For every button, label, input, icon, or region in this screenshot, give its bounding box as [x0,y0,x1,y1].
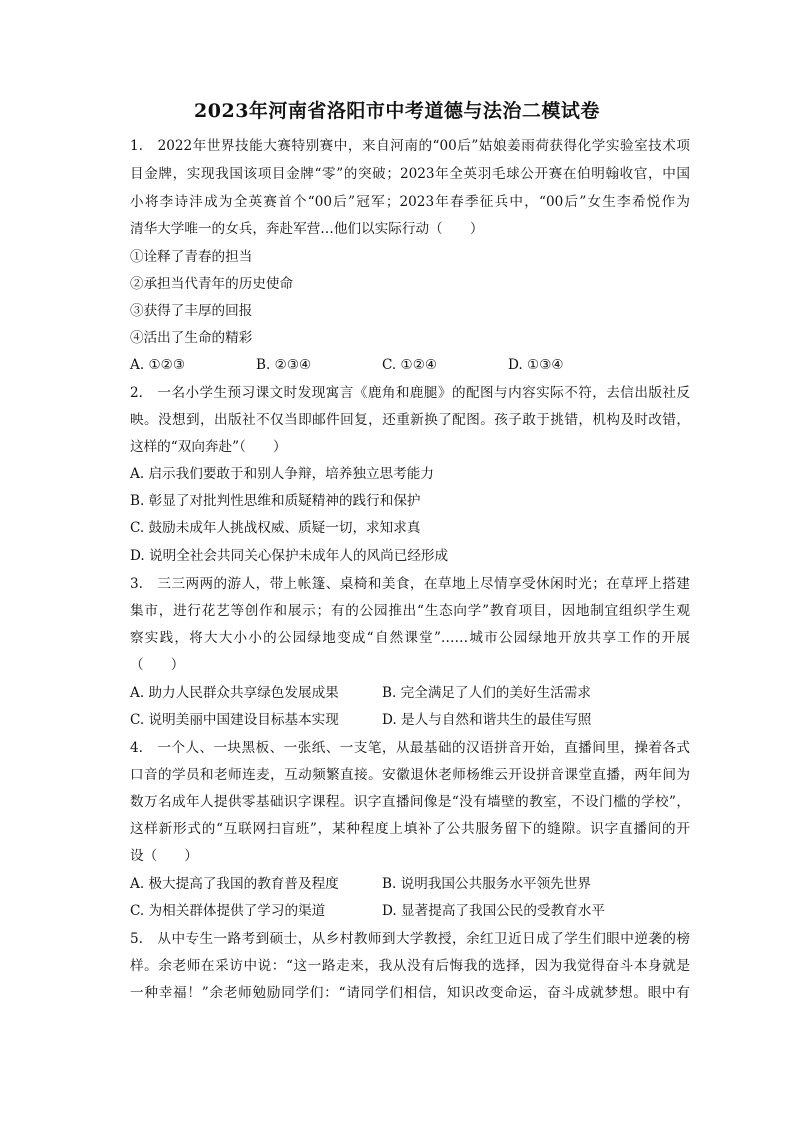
q5-stem-line: 样。余老师在采访中说：“这一路走来，我从没有后悔我的选择，因为我觉得奋斗本身就是 [130,958,690,974]
q4-stem-line: 这样新形式的“互联网扫盲班”，某种程度上填补了公共服务留下的缝隙。识字直播间的开 [130,821,690,837]
q2-option-d: D. 说明全社会共同关心保护未成年人的风尚已经形成 [130,548,449,564]
q1-item: ④活出了生命的精彩 [130,330,253,346]
q1-item: ①诠释了青春的担当 [130,249,253,265]
q3-option-d: D. 是人与自然和谐共生的最佳写照 [382,712,592,728]
q2-stem-line: 映。没想到，出版社不仅当即邮件回复，还重新换了配图。孩子敢于挑错，机构及时改错， [130,412,690,428]
q1-stem-line: 清华大学唯一的女兵，奔赴军营…他们以实际行动（ ） [130,221,484,237]
q4-option-a: A. 极大提高了我国的教育普及程度 [130,876,339,892]
q2-option-c: C. 鼓励未成年人挑战权威、质疑一切，求知求真 [130,520,421,536]
q3-stem-line: （ ） [130,657,185,673]
q4-option-d: D. 显著提高了我国公民的受教育水平 [382,903,605,919]
q3-option-a: A. 助力人民群众共享绿色发展成果 [130,685,339,701]
q4-option-c: C. 为相关群体提供了学习的渠道 [130,903,326,919]
q3-option-b: B. 完全满足了人们的美好生活需求 [382,685,591,701]
q1-item: ②承担当代青年的历史使命 [130,276,294,292]
q5-stem-line: 一种幸福！”余老师勉励同学们：“请同学们相信，知识改变命运，奋斗成就梦想。眼中有 [130,985,690,1001]
q4-stem-line: 4. 一个人、一块黑板、一张纸、一支笔，从最基础的汉语拼音开始，直播间里，操着各式 [130,740,690,756]
q1-stem-line: 1. 2022年世界技能大赛特别赛中，来自河南的“00后”姑娘姜雨荷获得化学实验室技术项 [130,138,690,154]
q1-option-d: D. ①③④ [508,357,564,373]
q1-stem-line: 目金牌，实现我国该项目金牌“零”的突破；2023年全英羽毛球公开赛在伯明翰收官，中国 [130,166,690,182]
q1-option-a: A. ①②③ [130,357,186,373]
q3-stem-line: 察实践，将大大小小的公园绿地变成“自然课堂”……城市公园绿地开放共享工作的开展 [130,630,690,646]
q2-stem-line: 2. 一名小学生预习课文时发现寓言《鹿角和鹿腿》的配图与内容实际不符，去信出版社反 [130,385,690,401]
q2-option-a: A. 启示我们要敢于和别人争辩，培养独立思考能力 [130,466,434,482]
q1-stem-line: 小将李诗沣成为全英赛首个“00后”冠军；2023年春季征兵中，“00后”女生李希悦作为 [130,194,690,210]
q4-stem-line: 设（ ） [130,848,198,864]
q1-item: ③获得了丰厚的回报 [130,303,253,319]
q5-stem-line: 5. 从中专生一路考到硕士，从乡村教师到大学教授，余红卫近日成了学生们眼中逆袭的榜 [130,931,690,947]
q4-stem-line: 数万名成年人提供零基础识字课程。识字直播间像是“没有墙壁的教室，不设门槛的学校”， [130,794,690,810]
q3-stem-line: 集市，进行花艺等创作和展示；有的公园推出“生态向学”教育项目，因地制宜组织学生观 [130,603,690,619]
q2-option-b: B. 彰显了对批判性思维和质疑精神的践行和保护 [130,493,421,509]
q3-option-c: C. 说明美丽中国建设目标基本实现 [130,712,339,728]
q4-option-b: B. 说明我国公共服务水平领先世界 [382,876,591,892]
q3-stem-line: 3. 三三两两的游人，带上帐篷、桌椅和美食，在草地上尽情享受休闲时光；在草坪上搭建 [130,576,690,592]
exam-title: 2023年河南省洛阳市中考道德与法治二模试卷 [194,100,600,122]
q1-option-c: C. ①②④ [382,357,438,373]
q2-stem-line: 这样的“双向奔赴”（ ） [130,439,287,455]
q1-option-b: B. ②③④ [256,357,312,373]
q4-stem-line: 口音的学员和老师连麦，互动频繁直接。安徽退休老师杨维云开设拼音课堂直播，两年间为 [130,767,690,783]
